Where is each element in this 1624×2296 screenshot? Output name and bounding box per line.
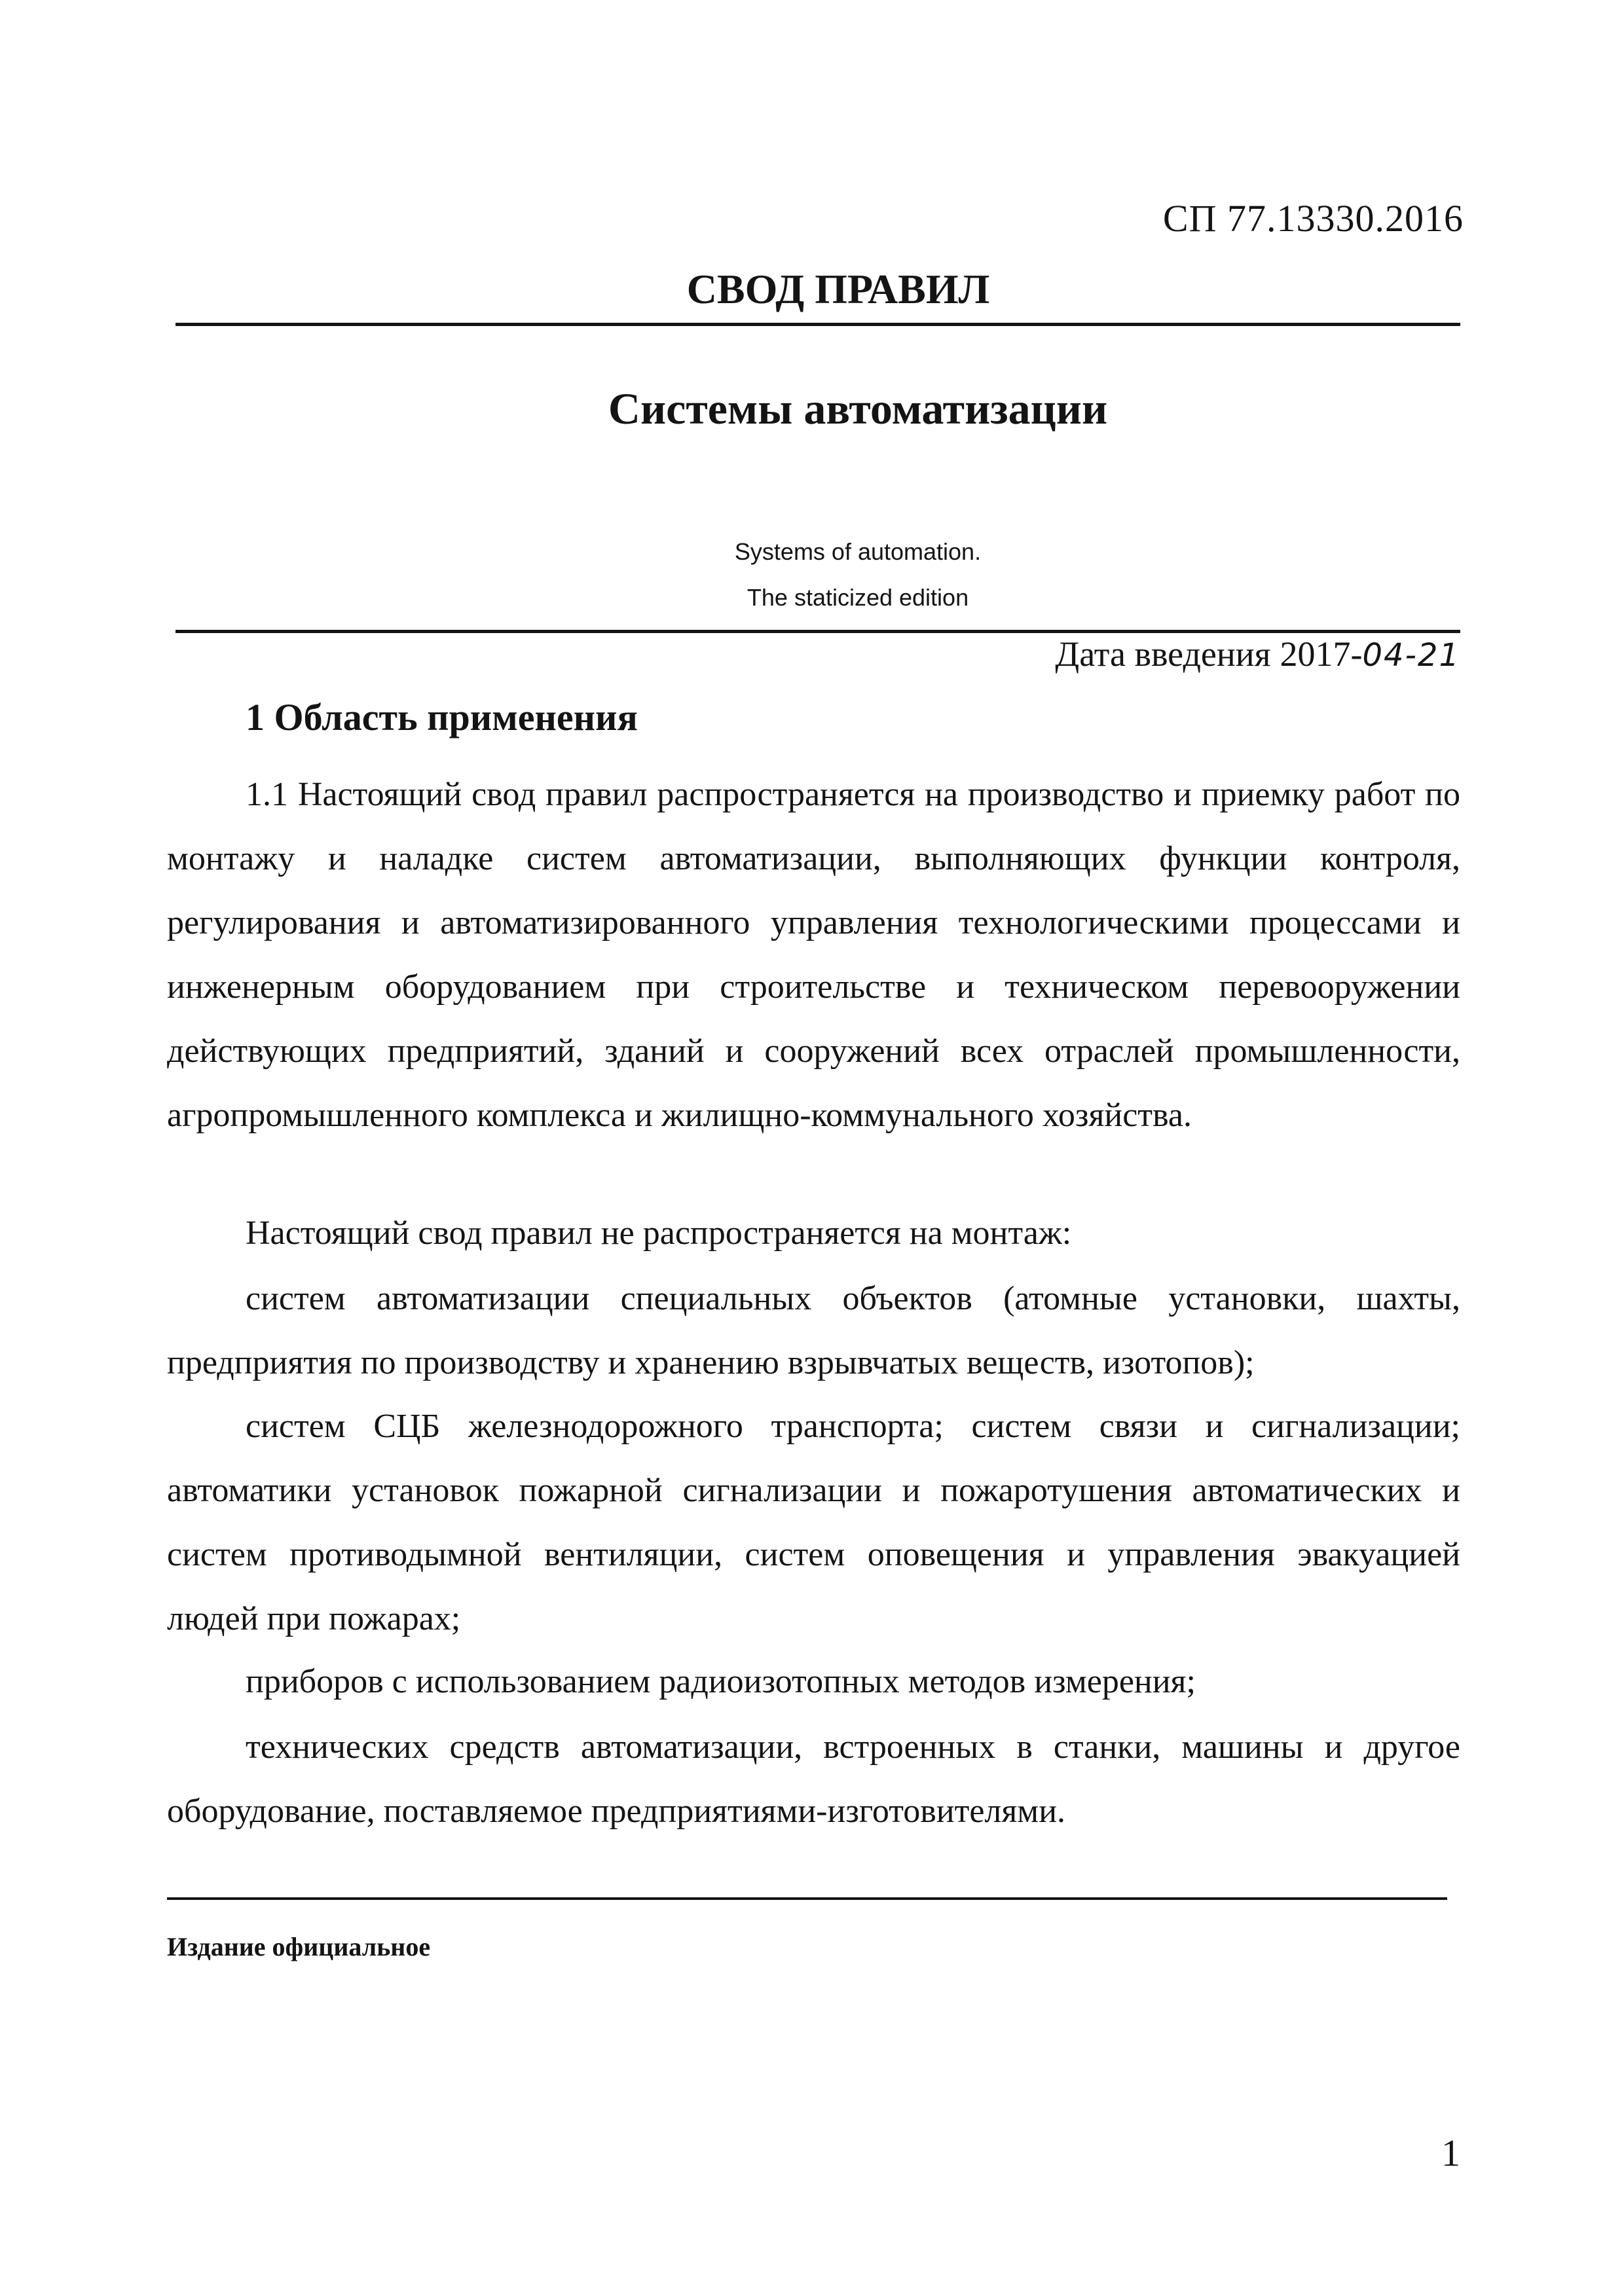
introduction-date-handwritten: 04-21 [1362,637,1460,674]
official-edition-note: Издание официальное [167,1932,431,1961]
paragraph-scope: 1.1 Настоящий свод правил распространяется на производство и приемку работ по монтажу и наладке систем автоматизации, выполняющих функции контроля, регулирования и автоматизированного управления технологическими процессами и инженерным оборудованием при строительстве и техническом перевооружении действующих предприятий, зданий и сооружений всех отраслей промышленности, агропромышленного комплекса и жилищно-коммунального хозяйства. [167,776,1460,1134]
paragraph-exclusions-intro: Настоящий свод правил не распространяется на монтаж: [246,1214,1072,1252]
document-code: СП 77.13330.2016 [1162,197,1464,240]
title-divider [175,630,1460,633]
document-title: Системы автоматизации [608,384,1108,433]
page-number: 1 [1441,2132,1460,2174]
english-title-line-2: The staticized edition [747,584,969,611]
paragraph-signalling-systems: систем СЦБ железнодорожного транспорта; систем связи и сигнализации; автоматики установок пожарной сигнализации и пожаротушения автоматических и систем противодымной вентиляции, систем оповещения и управления эвакуацией людей при пожарах; [167,1408,1460,1637]
document-type-heading: СВОД ПРАВИЛ [686,266,990,312]
english-title-line-1: Systems of automation. [734,538,982,565]
introduction-date-label: Дата введения [1055,634,1271,674]
footer-divider [167,1897,1447,1900]
paragraph-special-objects: систем автоматизации специальных объектов (атомные установки, шахты, предприятия по производству и хранению взрывчатых веществ, изотопов); [167,1280,1460,1381]
top-divider [175,323,1460,326]
section-heading: 1 Область применения [246,696,638,738]
paragraph-built-in-equipment: технических средств автоматизации, встроенных в станки, машины и другое оборудование, поставляемое предприятиями-изготовителями. [167,1728,1460,1830]
paragraph-radioisotope-devices: приборов с использованием радиоизотопных методов измерения; [246,1663,1196,1700]
introduction-date-printed: 2017- [1280,634,1363,674]
introduction-date [1055,634,1460,674]
